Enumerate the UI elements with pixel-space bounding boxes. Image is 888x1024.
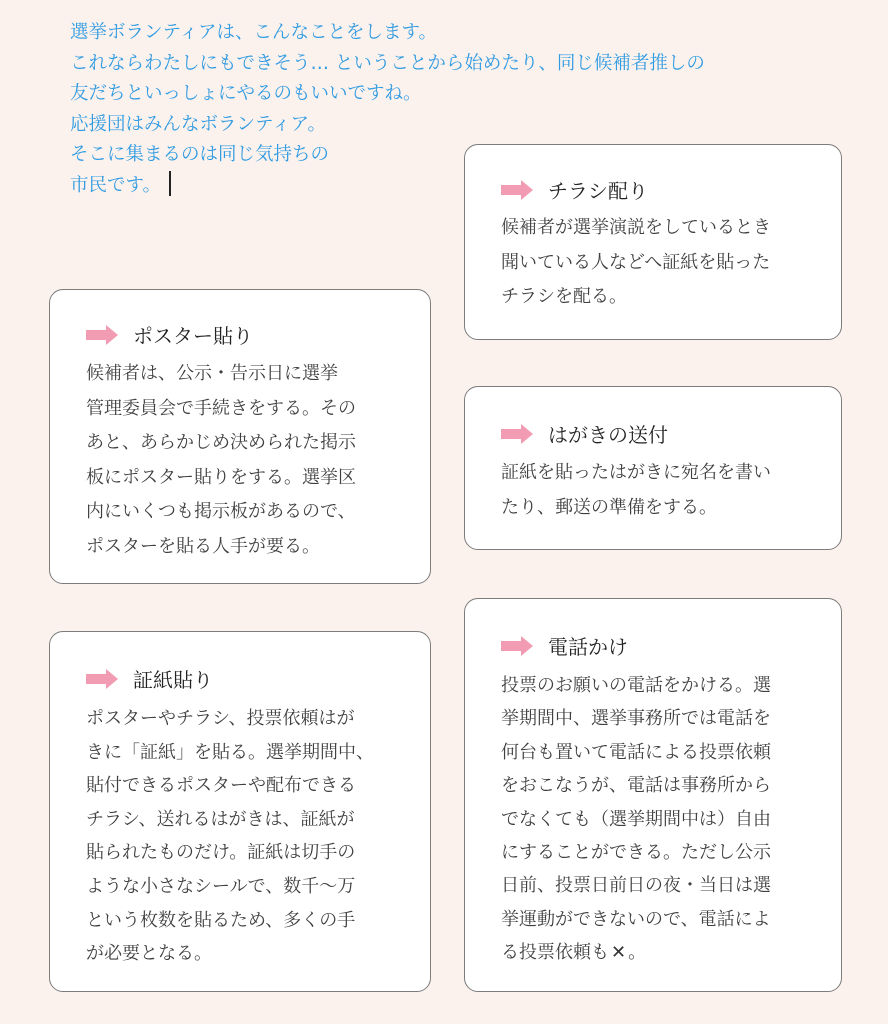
arrow-right-icon [501,424,533,444]
card-line: 挙期間中、選挙事務所では電話を [501,708,771,730]
card-line: ポスターを貼る人手が要る。 [86,535,320,557]
intro-line-text: 市民です。 [70,174,162,196]
card-line: 投票のお願いの電話をかける。選 [501,675,771,696]
card-line: あと、あらかじめ決められた掲示 [86,432,356,453]
card-header [501,419,668,448]
card-header [86,320,253,349]
intro-line: 友だちといっしょにやるのもいいですね。 [70,83,422,104]
card-line: チラシを配る。 [501,286,627,307]
intro-line: そこに集まるのは同じ気持ちの [70,144,330,165]
intro-line: これならわたしにもできそう… ということから始めたり、同じ候補者推しの [70,52,705,74]
card-line: ポスターやチラシ、投票依頼はが [86,708,355,729]
card-line: が必要となる。 [86,943,212,965]
card-line: 挙運動ができないので、電話によ [501,908,771,930]
arrow-right-icon [86,325,118,345]
card-line: をおこなうが、電話は事務所から [501,775,771,797]
card-line-text: 。 [628,942,647,964]
card-body [501,211,771,315]
card-header [86,664,213,693]
arrow-right-icon [501,636,533,656]
card-line: 聞いている人などへ証紙を貼った [501,251,771,273]
card-title: 証紙貼り [133,668,213,692]
card-line: 管理委員会で手続きをする。その [86,397,356,419]
card-stamp [49,631,431,992]
card-line: 日前、投票日前日の夜・当日は選 [501,875,771,897]
card-line: 証紙を貼ったはがきに宛名を書い [501,462,771,483]
card-line-last [501,936,771,969]
card-line: 内にいくつも掲示板があるので、 [86,501,356,522]
card-line: 貼付できるポスターや配布できる [86,775,356,797]
card-postcard [464,386,842,550]
card-line: ような小さなシールで、数千〜万 [86,875,356,897]
arrow-right-icon [86,669,118,689]
card-flyers [464,144,842,340]
card-line: 貼られたものだけ。証紙は切手の [86,842,356,864]
card-header [501,175,648,204]
card-line-text: る投票依頼も [501,942,609,964]
card-title: 電話かけ [548,635,628,659]
card-line: たり、郵送の準備をする。 [501,496,717,518]
intro-line: 応援団はみんなボランティア。 [70,113,327,135]
card-line: きに「証紙」を貼る。選挙期間中、 [86,741,374,763]
card-line: でなくても（選挙期間中は）自由 [501,808,771,830]
text-caret [169,171,171,196]
card-line: 候補者が選挙演説をしているとき [501,217,771,238]
card-phone [464,598,842,992]
intro-line: 選挙ボランティアは、こんなことをします。 [70,22,438,43]
card-line: 板にポスター貼りをする。選挙区 [86,466,356,488]
card-body [86,357,356,564]
card-title: はがきの送付 [548,423,668,447]
card-title: ポスター貼り [133,324,253,348]
card-line: 何台も置いて電話による投票依頼 [501,741,771,763]
card-poster [49,289,431,584]
card-body [86,702,374,971]
card-line: 候補者は、公示・告示日に選挙 [86,363,338,384]
card-line: にすることができる。ただし公示 [501,842,771,864]
card-line: チラシ、送れるはがきは、証紙が [86,808,355,830]
card-body [501,669,771,970]
card-line: という枚数を貼るため、多くの手 [86,909,356,931]
cross-mark-icon: ✕ [611,942,627,964]
card-title: チラシ配り [548,179,648,203]
arrow-right-icon [501,180,533,200]
card-header [501,631,628,660]
card-body [501,456,771,525]
